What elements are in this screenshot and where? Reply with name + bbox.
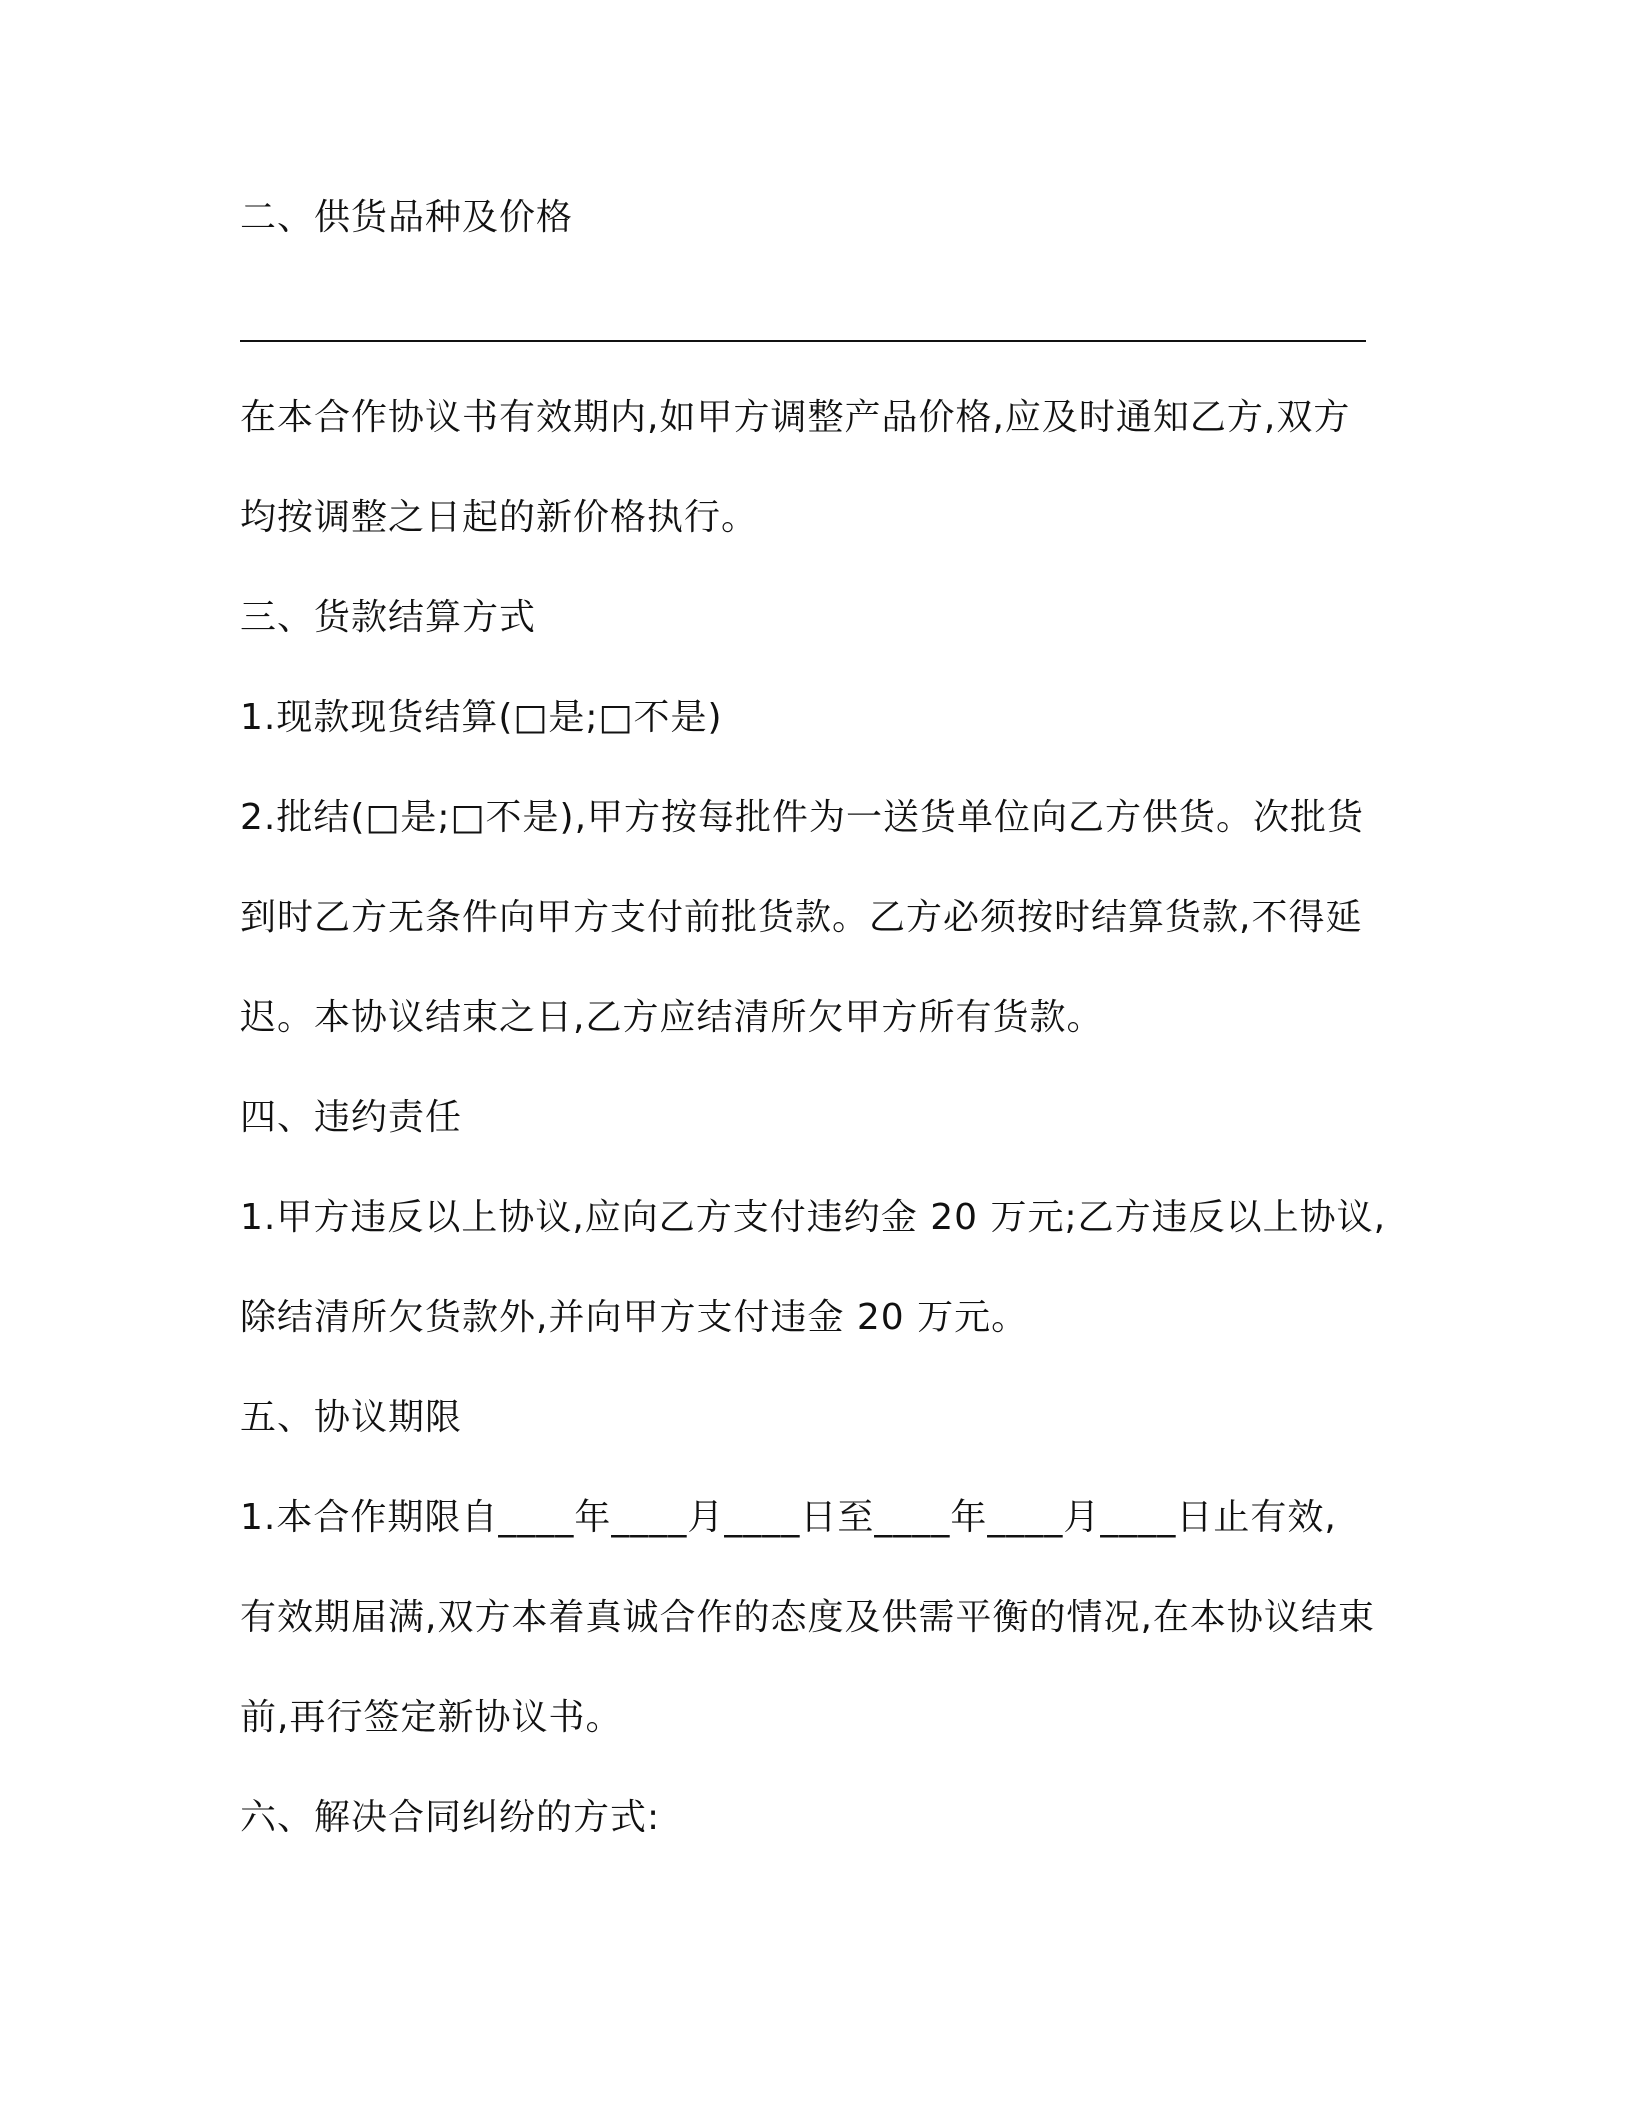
settlement-item-batch-line-3: 迟。本协议结束之日,乙方应结清所欠甲方所有货款。 (240, 997, 1104, 1038)
liability-item-line-1: 1.甲方违反以上协议,应向乙方支付违约金 20 万元;乙方违反以上协议, (240, 1197, 1387, 1238)
section-heading-settlement: 三、货款结算方式 (240, 597, 537, 638)
settlement-item-cash: 1.现款现货结算(□是;□不是) (240, 697, 723, 738)
blank-fill-line (240, 340, 1366, 342)
paragraph-price-adjust-line-2: 均按调整之日起的新价格执行。 (240, 497, 759, 538)
section-heading-term: 五、协议期限 (240, 1397, 463, 1438)
section-heading-liability: 四、违约责任 (240, 1097, 463, 1138)
section-heading-supply-price: 二、供货品种及价格 (240, 197, 574, 238)
section-heading-dispute: 六、解决合同纠纷的方式: (240, 1797, 661, 1838)
term-item-line-1: 1.本合作期限自____年____月____日至____年____月____日止有效, (240, 1497, 1337, 1538)
liability-item-line-2: 除结清所欠货款外,并向甲方支付违金 20 万元。 (240, 1297, 1029, 1338)
term-item-line-3: 前,再行签定新协议书。 (240, 1697, 623, 1738)
term-item-line-2: 有效期届满,双方本着真诚合作的态度及供需平衡的情况,在本协议结束 (240, 1597, 1375, 1638)
settlement-item-batch-line-2: 到时乙方无条件向甲方支付前批货款。乙方必须按时结算货款,不得延 (240, 897, 1363, 938)
settlement-item-batch-line-1: 2.批结(□是;□不是),甲方按每批件为一送货单位向乙方供货。次批货 (240, 797, 1365, 838)
paragraph-price-adjust-line-1: 在本合作协议书有效期内,如甲方调整产品价格,应及时通知乙方,双方 (240, 397, 1351, 438)
